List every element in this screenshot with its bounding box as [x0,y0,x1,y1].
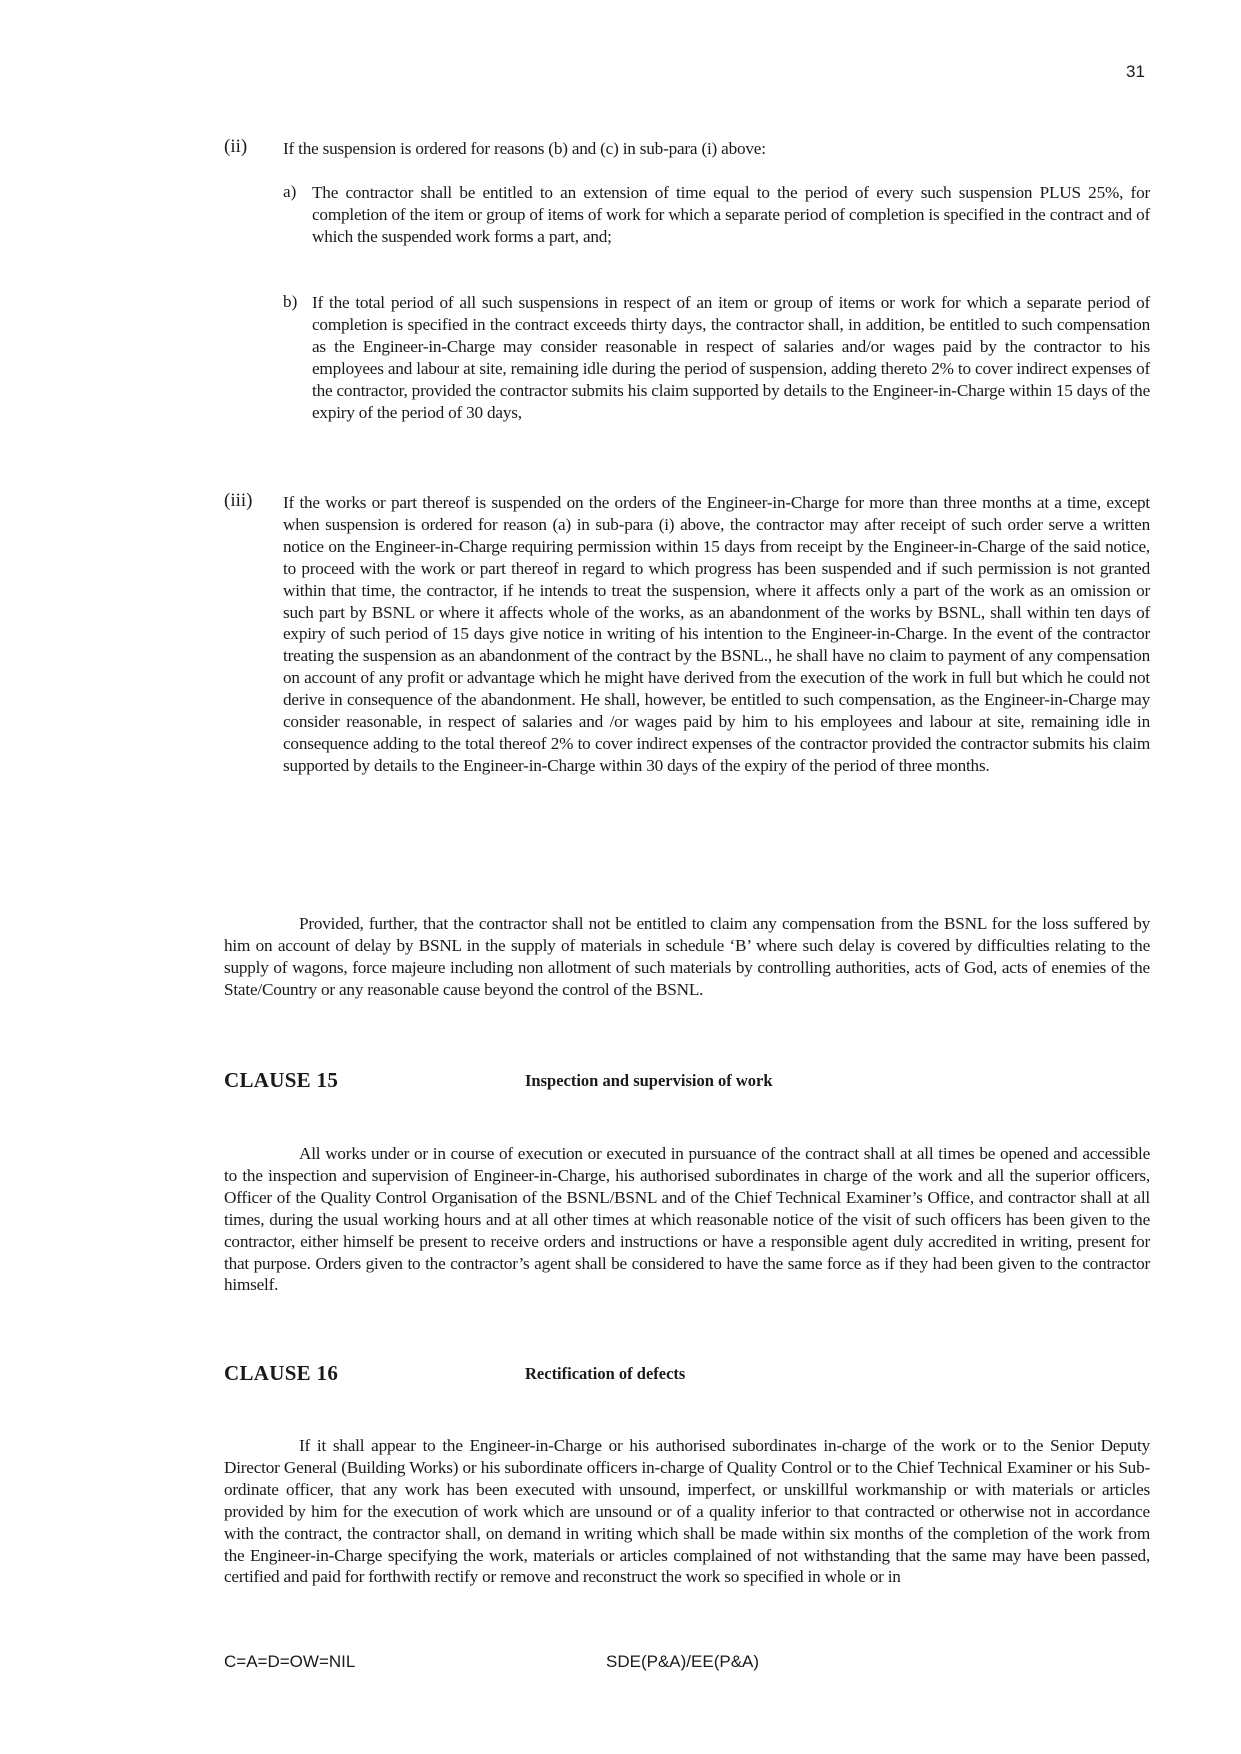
item-a-text: The contractor shall be entitled to an extension of time equal to the period of every such suspension PLUS 25%, for completion of the item or group of items of work for which a separate period of completion is specified in the contract and of which the suspended work forms a part, and; [312,183,1150,246]
section-ii-intro: If the suspension is ordered for reasons (b) and (c) in sub-para (i) above: [283,139,766,158]
item-b-text: If the total period of all such suspensions in respect of an item or group of items or work for which a separate period of completion is specified in the contract exceeds thirty days, the contractor shall, in addition, be entitled to such compensation as the Engineer-in-Charge may consider reasonable in respect of salaries and/or wages paid by the contractor to his employees and labour at site, remaining idle during the period of suspension, adding thereto 2% to cover indirect expenses of the contractor, provided the contractor submits his claim supported by details to the Engineer-in-Charge within 15 days of the expiry of the period of 30 days, [312,293,1150,422]
clause-15-number: CLAUSE 15 [224,1068,339,1092]
section-iii-label: (iii) [224,490,253,511]
clause-16-title: Rectification of defects [525,1364,686,1383]
clause-15-paragraph: All works under or in course of execution or executed in pursuance of the contract shall at all times be opened and accessible to the inspection and supervision of Engineer-in-Charge, his authorised subordinates in charge of the work and all the superior officers, Officer of the Quality Control Organisation of the BSNL/BSNL and of the Chief Technical Examiner’s Office, and contractor shall at all times, during the usual working hours and at all other times at which reasonable notice of the visit of such officers has been given to the contractor, either himself be present to receive orders and instructions or have a responsible agent duly accredited in writing, present for that purpose. Orders given to the contractor’s agent shall be considered to have the same force as if they had been given to the contractor himself. [224,1144,1150,1295]
item-a-label: a) [283,182,297,201]
section-ii-label: (ii) [224,136,248,157]
footer-left-code: C=A=D=OW=NIL [224,1652,356,1671]
footer-center-signature: SDE(P&A)/EE(P&A) [606,1652,760,1671]
clause-15-title: Inspection and supervision of work [525,1071,773,1090]
proviso-paragraph: Provided, further, that the contractor shall not be entitled to claim any compensation from the BSNL for the loss suffered by him on account of delay by BSNL in the supply of materials in schedule ‘B’ where such delay is covered by difficulties relating to the supply of wagons, force majeure including non allotment of such materials by controlling authorities, acts of God, acts of enemies of the State/Country or any reasonable cause beyond the control of the BSNL. [224,914,1150,999]
item-b-label: b) [283,292,298,311]
page-number: 31 [1126,62,1145,81]
section-iii-text: If the works or part thereof is suspended on the orders of the Engineer-in-Charge for more than three months at a time, except when suspension is ordered for reason (a) in sub-para (i) above, the contractor may after receipt of such order serve a written notice on the Engineer-in-Charge requiring permission within 15 days from receipt by the Engineer-in-Charge of the said notice, to proceed with the work or part thereof in regard to which progress has been suspended and if such permission is not granted within that time, the contractor, if he intends to treat the suspension, where it affects only a part of the work as an omission or such part by BSNL or where it affects whole of the works, as an abandonment of the works by BSNL, shall within ten days of expiry of such period of 15 days give notice in writing of his intention to the Engineer-in-Charge. In the event of the contractor treating the suspension as an abandonment of the contract by the BSNL., he shall have no claim to payment of any compensation on account of any profit or advantage which he might have derived from the execution of the work in full but which he could not derive in consequence of the abandonment. He shall, however, be entitled to such compensation, as the Engineer-in-Charge may consider reasonable, in respect of salaries and /or wages paid by him to his employees and labour at site, remaining idle in consequence adding to the total thereof 2% to cover indirect expenses of the contractor provided the contractor submits his claim supported by details to the Engineer-in-Charge within 30 days of the expiry of the period of three months. [283,493,1150,775]
clause-16-paragraph: If it shall appear to the Engineer-in-Charge or his authorised subordinates in-charge of the work or to the Senior Deputy Director General (Building Works) or his subordinate officers in-charge of Quality Control or to the Chief Technical Examiner or his Sub-ordinate officer, that any work has been executed with unsound, imperfect, or unskillful workmanship or with materials or articles provided by him for the execution of work which are unsound or of a quality inferior to that contracted or otherwise not in accordance with the contract, the contractor shall, on demand in writing which shall be made within six months of the completion of the work from the Engineer-in-Charge specifying the work, materials or articles complained of not withstanding that the same may have been passed, certified and paid for forthwith rectify or remove and reconstruct the work so specified in whole or in [224,1436,1150,1587]
clause-16-number: CLAUSE 16 [224,1361,339,1385]
